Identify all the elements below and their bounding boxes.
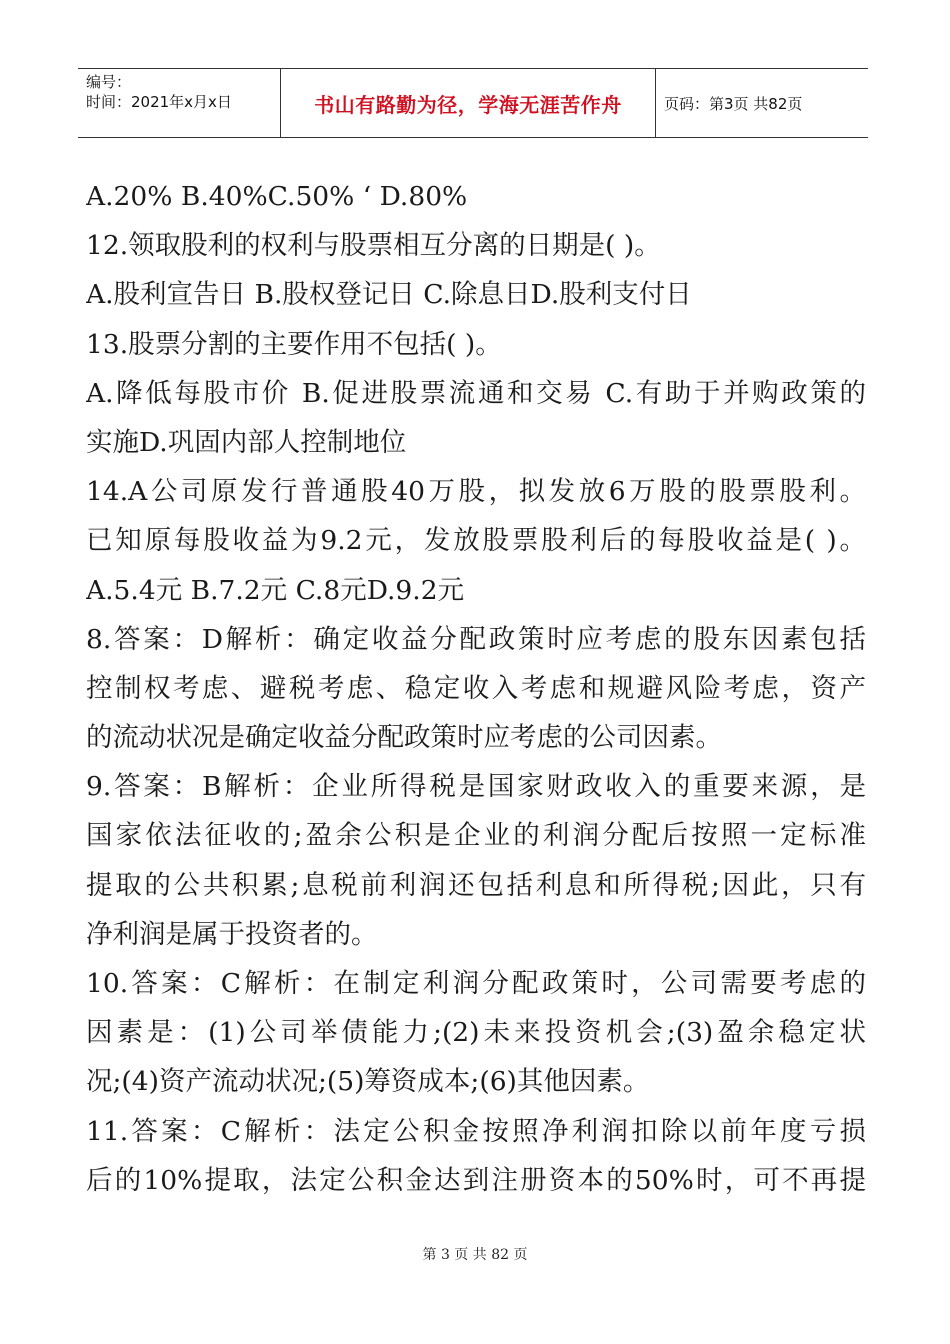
text-line: 12.领取股利的权利与股票相互分离的日期是( )。 [86, 230, 661, 262]
document-date-label: 时间：2021年x月x日 [86, 93, 232, 111]
text-line: 11.答案：C解析：法定公积金按照净利润扣除以前年度亏损 [86, 1115, 866, 1147]
document-body [86, 172, 866, 1205]
text-line: 9.答案：B解析：企业所得税是国家财政收入的重要来源，是 [86, 771, 866, 803]
text-line: 控制权考虑、避税考虑、稳定收入考虑和规避风险考虑，资产 [86, 672, 866, 704]
text-line: A.股利宣告日 B.股权登记日 C.除息日D.股利支付日 [86, 279, 692, 311]
page-header [78, 68, 868, 138]
text-line: A.5.4元 B.7.2元 C.8元D.9.2元 [86, 574, 465, 606]
text-line: 提取的公共积累;息税前利润还包括利息和所得税;因此，只有 [86, 869, 866, 901]
page-footer: 第 3 页 共 82 页 [422, 1247, 528, 1263]
text-line: 14.A公司原发行普通股40万股，拟发放6万股的股票股利。 [86, 476, 866, 508]
text-line: A.降低每股市价 B.促进股票流通和交易 C.有助于并购政策的 [86, 377, 866, 409]
text-line: 因素是：(1)公司举债能力;(2)未来投资机会;(3)盈余稳定状 [86, 1017, 866, 1049]
header-meta [78, 69, 281, 137]
text-line: 10.答案：C解析：在制定利润分配政策时，公司需要考虑的 [86, 968, 866, 999]
text-line: 13.股票分割的主要作用不包括( )。 [86, 328, 502, 360]
text-line: 8.答案：D解析：确定收益分配政策时应考虑的股东因素包括 [86, 623, 866, 655]
text-line: 况;(4)资产流动状况;(5)筹资成本;(6)其他因素。 [86, 1066, 650, 1098]
text-line: 的流动状况是确定收益分配政策时应考虑的公司因素。 [86, 722, 722, 754]
text-line: 后的10%提取，法定公积金达到注册资本的50%时，可不再提 [86, 1164, 866, 1196]
document-number-label: 编号： [86, 73, 132, 91]
header-page-indicator: 页码：第3页 共82页 [664, 94, 803, 113]
text-line: 已知原每股收益为9.2元，发放股票股利后的每股收益是( )。 [86, 525, 866, 557]
header-motto: 书山有路勤为径，学海无涯苦作舟 [281, 69, 656, 137]
text-line: 净利润是属于投资者的。 [86, 918, 378, 950]
text-line: A.20% B.40%C.50% ‘ D.80% [86, 181, 468, 212]
text-line: 国家依法征收的;盈余公积是企业的利润分配后按照一定标准 [86, 820, 866, 852]
text-line: 实施D.巩固内部人控制地位 [86, 426, 407, 458]
